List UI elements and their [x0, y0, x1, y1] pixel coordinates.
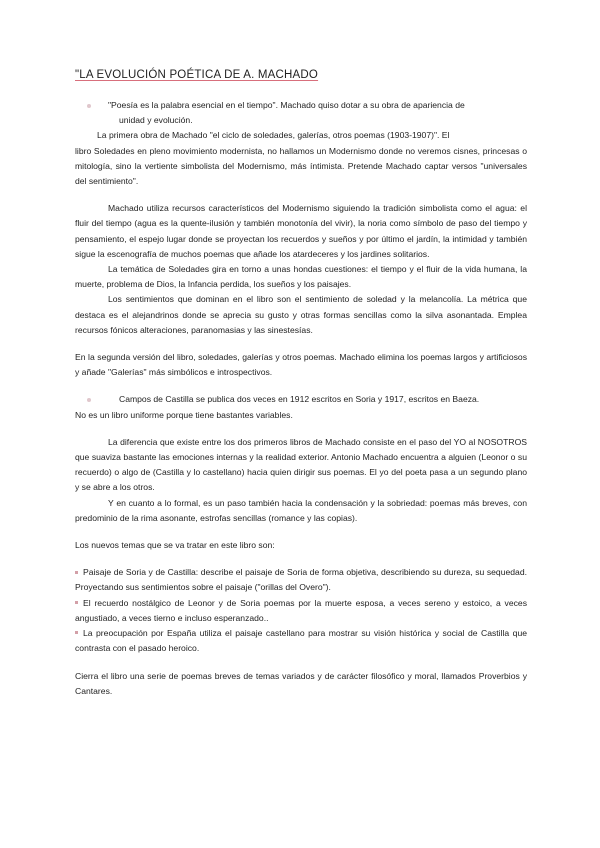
paragraph-closing: Cierra el libro una serie de poemas breves de temas variados y de carácter filosófico y moral, llamados Proverbios y Cantares.: [75, 670, 527, 696]
paragraph-campos-first: Campos de Castilla se publica dos veces en 1912 escritos en Soria y 1917, escritos en Baeza.: [119, 394, 480, 405]
bullet-paragraph-campos: [75, 392, 527, 422]
list-item-text: Paisaje de Soria y de Castilla: describe el paisaje de Soria de forma objetiva, describiendo su dureza, su sequedad. Proyectando sus sentimientos sobre el paisaje ("orillas del Overo").: [75, 567, 527, 593]
paragraph-formal: Y en cuanto a lo formal, es un paso también hacia la condensación y la sobriedad: poemas más breves, con predominio de la rima asonante, estrofas sencillas (romance y las copias).: [75, 497, 527, 523]
bullet-dot-icon: [87, 104, 91, 108]
square-bullet-icon: [75, 601, 78, 604]
paragraph-first-work-first: La primera obra de Machado "el ciclo de soledades, galerías, otros poemas (1903-1907)". El: [97, 130, 450, 141]
list-item-text: La preocupación por España utiliza el paisaje castellano para mostrar su visión histórica y social de Castilla que contrasta con el pasado heroico.: [75, 628, 527, 654]
paragraph-campos-rest: No es un libro uniforme porque tiene bastantes variables.: [75, 409, 293, 420]
paragraph-resources: Machado utiliza recursos característicos del Modernismo siguiendo la tradición simbolista como el agua: el fluir del tiempo (agua es la quente-ilusión y también monotonía del vivir), la noria como símbolo de paso del tiempo y pensamiento, el espejo lugar donde se proyectan los recuerdos y sueños y por último el jardín, la intimidad y también sigue la escenografía de muchos poemas que añade los atardeceres y los jardines solitarios.: [75, 203, 527, 259]
document-body: [75, 98, 527, 699]
paragraph-difference: La diferencia que existe entre los dos primeros libros de Machado consiste en el paso del YO al NOSOTROS que suaviza bastante las emociones internas y la realidad exterior. Antonio Machado encuentra a alguien (Leonor o su recuerdo) o algo de (Castilla y lo castellano) hacia quien dirigir sus poemas. El yo del poeta pasa a un segundo plano y se abre a los otros.: [75, 436, 527, 493]
list-item: [75, 565, 527, 595]
list-item: [75, 626, 527, 656]
list-item: [75, 596, 527, 626]
paragraph-themes: La temática de Soledades gira en torno a unas hondas cuestiones: el tiempo y el fluir de la vida humana, la muerte, problema de Dios, la Infancia perdida, los sueños y los paisajes.: [75, 264, 527, 290]
paragraph-second-version: En la segunda versión del libro, soledades, galerías y otros poemas. Machado elimina los poemas largos y artificiosos y añade "Galerías" más simbólicos e introspectivos.: [75, 352, 527, 378]
paragraph-feelings: Los sentimientos que dominan en el libro son el sentimiento de soledad y la melancolía. La métrica que destaca es el alejandrinos donde se aprecia su gusto y otras formas sencillas como la silva asonantada. Emplea recursos fónicos alteraciones, paranomasias y las sinestesías.: [75, 294, 527, 335]
square-bullet-icon: [75, 631, 78, 634]
paragraph-first-work-rest: libro Soledades en pleno movimiento modernista, no hallamos un Modernismo donde no veremos cisnes, princesas o mitología, sino la vertiente simbolista del Modernismo, más íntimista. Pretende Machado captar versos "universales del sentimiento".: [75, 145, 527, 187]
bullet-paragraph-quote: [75, 98, 527, 128]
paragraph-first-work: [75, 128, 527, 189]
square-bullet-icon: [75, 571, 78, 574]
paragraph-new-themes: Los nuevos temas que se va tratar en este libro son:: [75, 540, 275, 551]
paragraph-quote-rest: unidad y evolución.: [119, 115, 193, 126]
paragraph-quote-first: "Poesía es la palabra esencial en el tiempo". Machado quiso dotar a su obra de apariencia de: [108, 100, 465, 110]
document-title: "LA EVOLUCIÓN POÉTICA DE A. MACHADO: [75, 69, 319, 81]
list-item-text: El recuerdo nostálgico de Leonor y de Soria poemas por la muerte esposa, a veces sereno y estoico, a veces angustiado, a veces tierno e incluso esperanzado..: [75, 597, 527, 623]
